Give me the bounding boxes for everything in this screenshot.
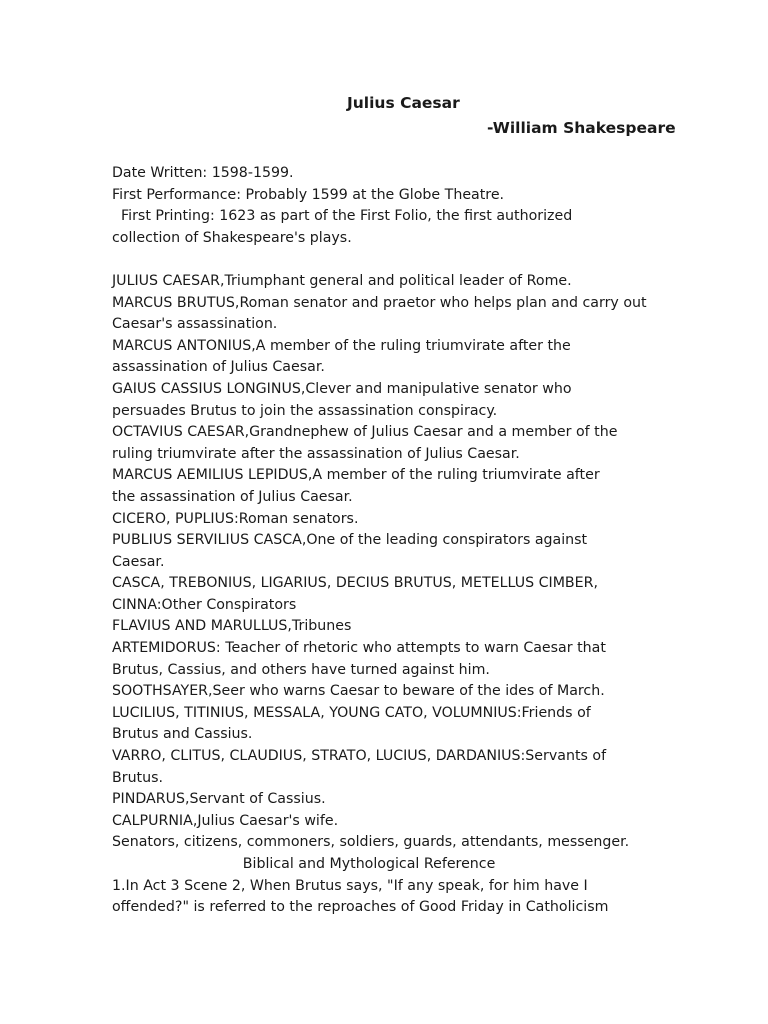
text-line: MARCUS AEMILIUS LEPIDUS,A member of the ruling triumvirate after — [112, 467, 600, 484]
document-title: Julius Caesar — [347, 94, 460, 112]
text-line: Brutus. — [112, 769, 164, 786]
text-line: the assassination of Julius Caesar. — [112, 488, 353, 505]
text-line: Caesar's assassination. — [112, 316, 278, 333]
document-body — [112, 163, 657, 919]
text-line: FLAVIUS AND MARULLUS,Tribunes — [112, 618, 352, 635]
text-line: assassination of Julius Caesar. — [112, 359, 325, 376]
text-line: ruling triumvirate after the assassination of Julius Caesar. — [112, 445, 520, 462]
text-line: Brutus and Cassius. — [112, 726, 253, 743]
text-line: JULIUS CAESAR,Triumphant general and political leader of Rome. — [112, 272, 572, 289]
text-line: First Printing: 1623 as part of the First Folio, the first authorized — [112, 208, 573, 225]
text-line: GAIUS CASSIUS LONGINUS,Clever and manipulative senator who — [112, 380, 572, 397]
text-line: SOOTHSAYER,Seer who warns Caesar to beware of the ides of March. — [112, 683, 605, 700]
blank-line — [112, 249, 657, 271]
text-line: PINDARUS,Servant of Cassius. — [112, 791, 326, 808]
text-line: LUCILIUS, TITINIUS, MESSALA, YOUNG CATO, VOLUMNIUS:Friends of — [112, 704, 591, 721]
text-line: CINNA:Other Conspirators — [112, 596, 297, 613]
text-line: persuades Brutus to join the assassination conspiracy. — [112, 402, 498, 419]
text-line: ARTEMIDORUS: Teacher of rhetoric who attempts to warn Caesar that — [112, 640, 606, 657]
text-line: 1.In Act 3 Scene 2, When Brutus says, "If any speak, for him have I — [112, 877, 588, 894]
text-line: offended?" is referred to the reproaches of Good Friday in Catholicism — [112, 899, 609, 916]
text-line: collection of Shakespeare's plays. — [112, 229, 352, 246]
text-line: CICERO, PUPLIUS:Roman senators. — [112, 510, 359, 527]
text-line: First Performance: Probably 1599 at the Globe Theatre. — [112, 186, 505, 203]
document-author: -William Shakespeare — [487, 119, 676, 137]
text-line: Senators, citizens, commoners, soldiers, guards, attendants, messenger. — [112, 834, 630, 851]
text-line: Biblical and Mythological Reference — [112, 856, 496, 872]
text-line: VARRO, CLITUS, CLAUDIUS, STRATO, LUCIUS, DARDANIUS:Servants of — [112, 748, 607, 765]
text-line: CALPURNIA,Julius Caesar's wife. — [112, 812, 339, 829]
text-line: MARCUS BRUTUS,Roman senator and praetor who helps plan and carry out — [112, 294, 647, 311]
text-line: MARCUS ANTONIUS,A member of the ruling triumvirate after the — [112, 337, 571, 354]
text-line: OCTAVIUS CAESAR,Grandnephew of Julius Caesar and a member of the — [112, 424, 618, 441]
text-line: Brutus, Cassius, and others have turned against him. — [112, 661, 490, 678]
text-line: Caesar. — [112, 553, 165, 570]
text-line: CASCA, TREBONIUS, LIGARIUS, DECIUS BRUTUS, METELLUS CIMBER, — [112, 575, 598, 592]
text-line: Date Written: 1598-1599. — [112, 165, 294, 181]
text-line: PUBLIUS SERVILIUS CASCA,One of the leading conspirators against — [112, 532, 588, 549]
